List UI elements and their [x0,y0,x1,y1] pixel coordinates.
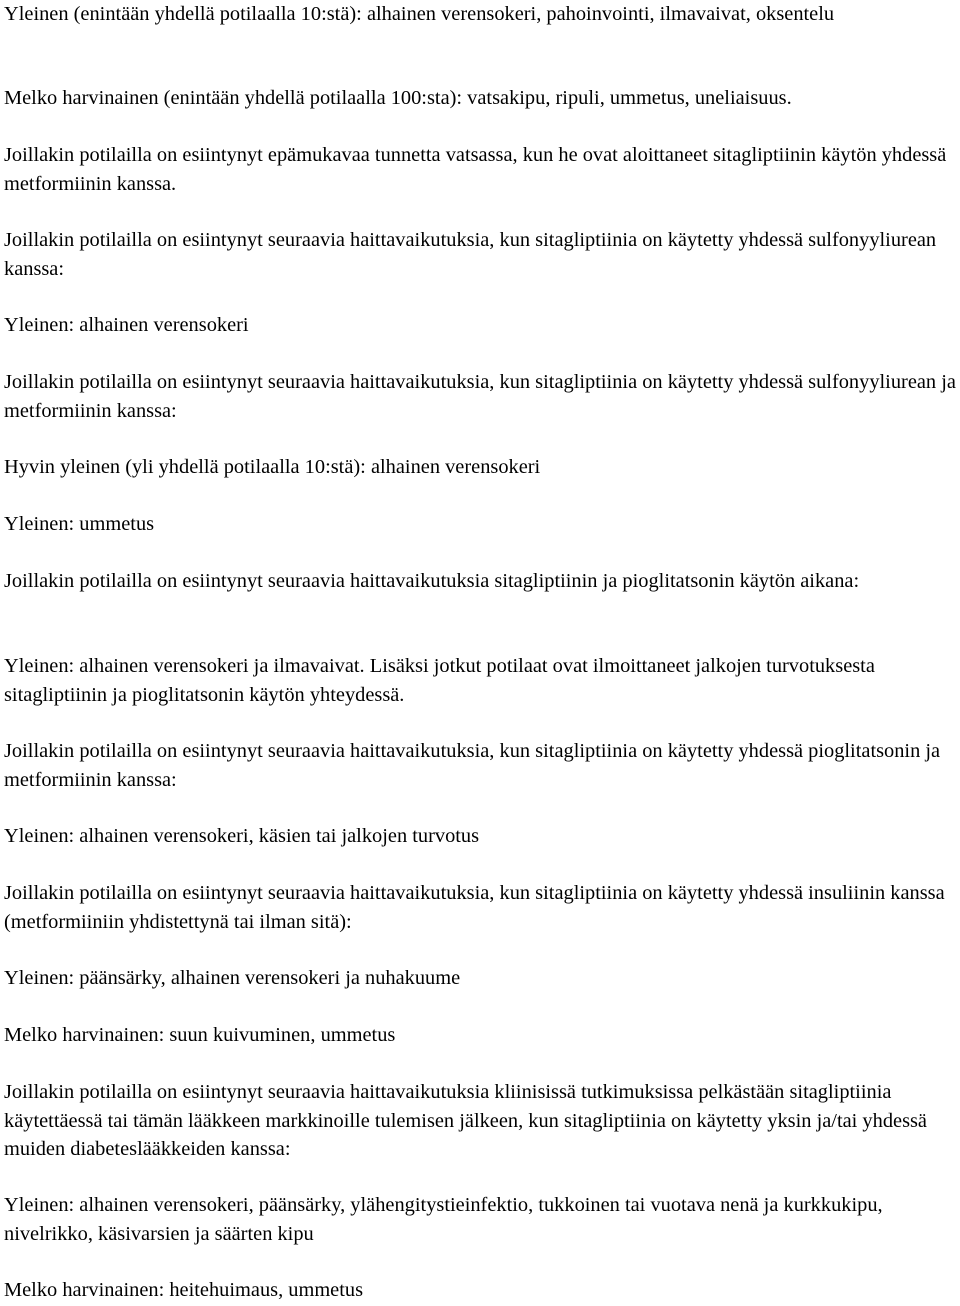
paragraph-very-common-low-sugar: Hyvin yleinen (yli yhdellä potilaalla 10:stä): alhainen verensokeri [4,456,541,478]
paragraph-uncommon-effects: Melko harvinainen (enintään yhdellä potilaalla 100:sta): vatsakipu, ripuli, ummetus, uneliaisuus. [4,87,792,109]
paragraph-insulin-intro: Joillakin potilailla on esiintynyt seuraavia haittavaikutuksia, kun sitagliptiinia on käytetty yhdessä insuliinin kanssa (metformiiniin yhdistettynä tai ilman sitä): [4,882,945,933]
paragraph-common-effects: Yleinen (enintään yhdellä potilaalla 10:stä): alhainen verensokeri, pahoinvointi, ilmavaivat, oksentelu [4,3,835,25]
paragraph-clinical-trials-common: Yleinen: alhainen verensokeri, päänsärky, ylähengitystieinfektio, tukkoinen tai vuotava nenä ja kurkkukipu, nivelrikko, käsivarsien ja säärten kipu [4,1194,883,1245]
paragraph-sulfonylurea-common: Yleinen: alhainen verensokeri [4,314,249,336]
paragraph-insulin-common: Yleinen: päänsärky, alhainen verensokeri ja nuhakuume [4,967,461,989]
paragraph-common-constipation: Yleinen: ummetus [4,513,155,535]
paragraph-pioglitazone-metformin-common: Yleinen: alhainen verensokeri, käsien tai jalkojen turvotus [4,825,480,847]
paragraph-pioglitazone-intro: Joillakin potilailla on esiintynyt seuraavia haittavaikutuksia sitagliptiinin ja pioglitatsonin käytön aikana: [4,570,860,592]
paragraph-clinical-trials-intro: Joillakin potilailla on esiintynyt seuraavia haittavaikutuksia kliinisissä tutkimuksissa pelkästään sitagliptiinia käytettäessä tai tämän lääkkeen markkinoille tulemisen jälkeen, kun sitagliptiinia on käytetty yksin ja/tai yhdessä muiden diabeteslääkkeiden kanssa: [4,1081,927,1160]
paragraph-pioglitazone-metformin-intro: Joillakin potilailla on esiintynyt seuraavia haittavaikutuksia, kun sitagliptiinia on käytetty yhdessä pioglitatsonin ja metformiinin kanssa: [4,740,941,791]
paragraph-sulfonylurea-intro: Joillakin potilailla on esiintynyt seuraavia haittavaikutuksia, kun sitagliptiinia on käytetty yhdessä sulfonyyliurean kanssa: [4,229,937,280]
paragraph-stomach-discomfort: Joillakin potilailla on esiintynyt epämukavaa tunnetta vatsassa, kun he ovat aloittaneet sitagliptiinin käytön yhdessä metformiinin kanssa. [4,144,947,195]
paragraph-insulin-uncommon: Melko harvinainen: suun kuivuminen, ummetus [4,1024,396,1046]
paragraph-clinical-trials-uncommon: Melko harvinainen: heitehuimaus, ummetus [4,1279,364,1301]
paragraph-pioglitazone-common: Yleinen: alhainen verensokeri ja ilmavaivat. Lisäksi jotkut potilaat ovat ilmoittaneet jalkojen turvotuksesta sitagliptiinin ja pioglitatsonin käytön yhteydessä. [4,655,875,706]
paragraph-sulfonylurea-metformin-intro: Joillakin potilailla on esiintynyt seuraavia haittavaikutuksia, kun sitagliptiinia on käytetty yhdessä sulfonyyliurean ja metformiinin kanssa: [4,371,956,422]
